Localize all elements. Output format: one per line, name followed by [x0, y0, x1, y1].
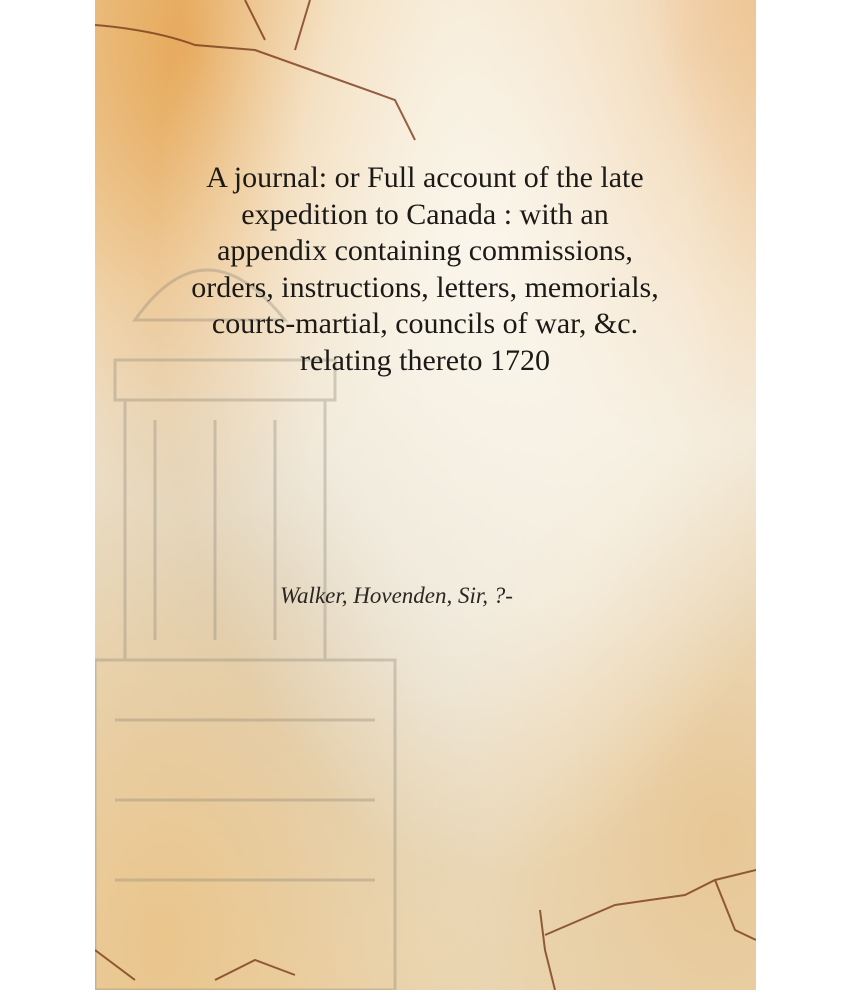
title-line: A journal: or Full account of the late: [206, 161, 644, 194]
title-line: courts-martial, councils of war, &c.: [211, 307, 639, 340]
book-cover: [95, 0, 756, 990]
book-author: Walker, Hovenden, Sir, ?-: [280, 583, 513, 608]
crack-texture: [95, 0, 756, 990]
title-line: relating thereto 1720: [300, 343, 550, 377]
book-title: [135, 160, 715, 379]
title-line: orders, instructions, letters, memorials,: [191, 270, 659, 304]
title-line: appendix containing commissions,: [217, 234, 633, 267]
title-line: expedition to Canada : with an: [241, 197, 609, 231]
